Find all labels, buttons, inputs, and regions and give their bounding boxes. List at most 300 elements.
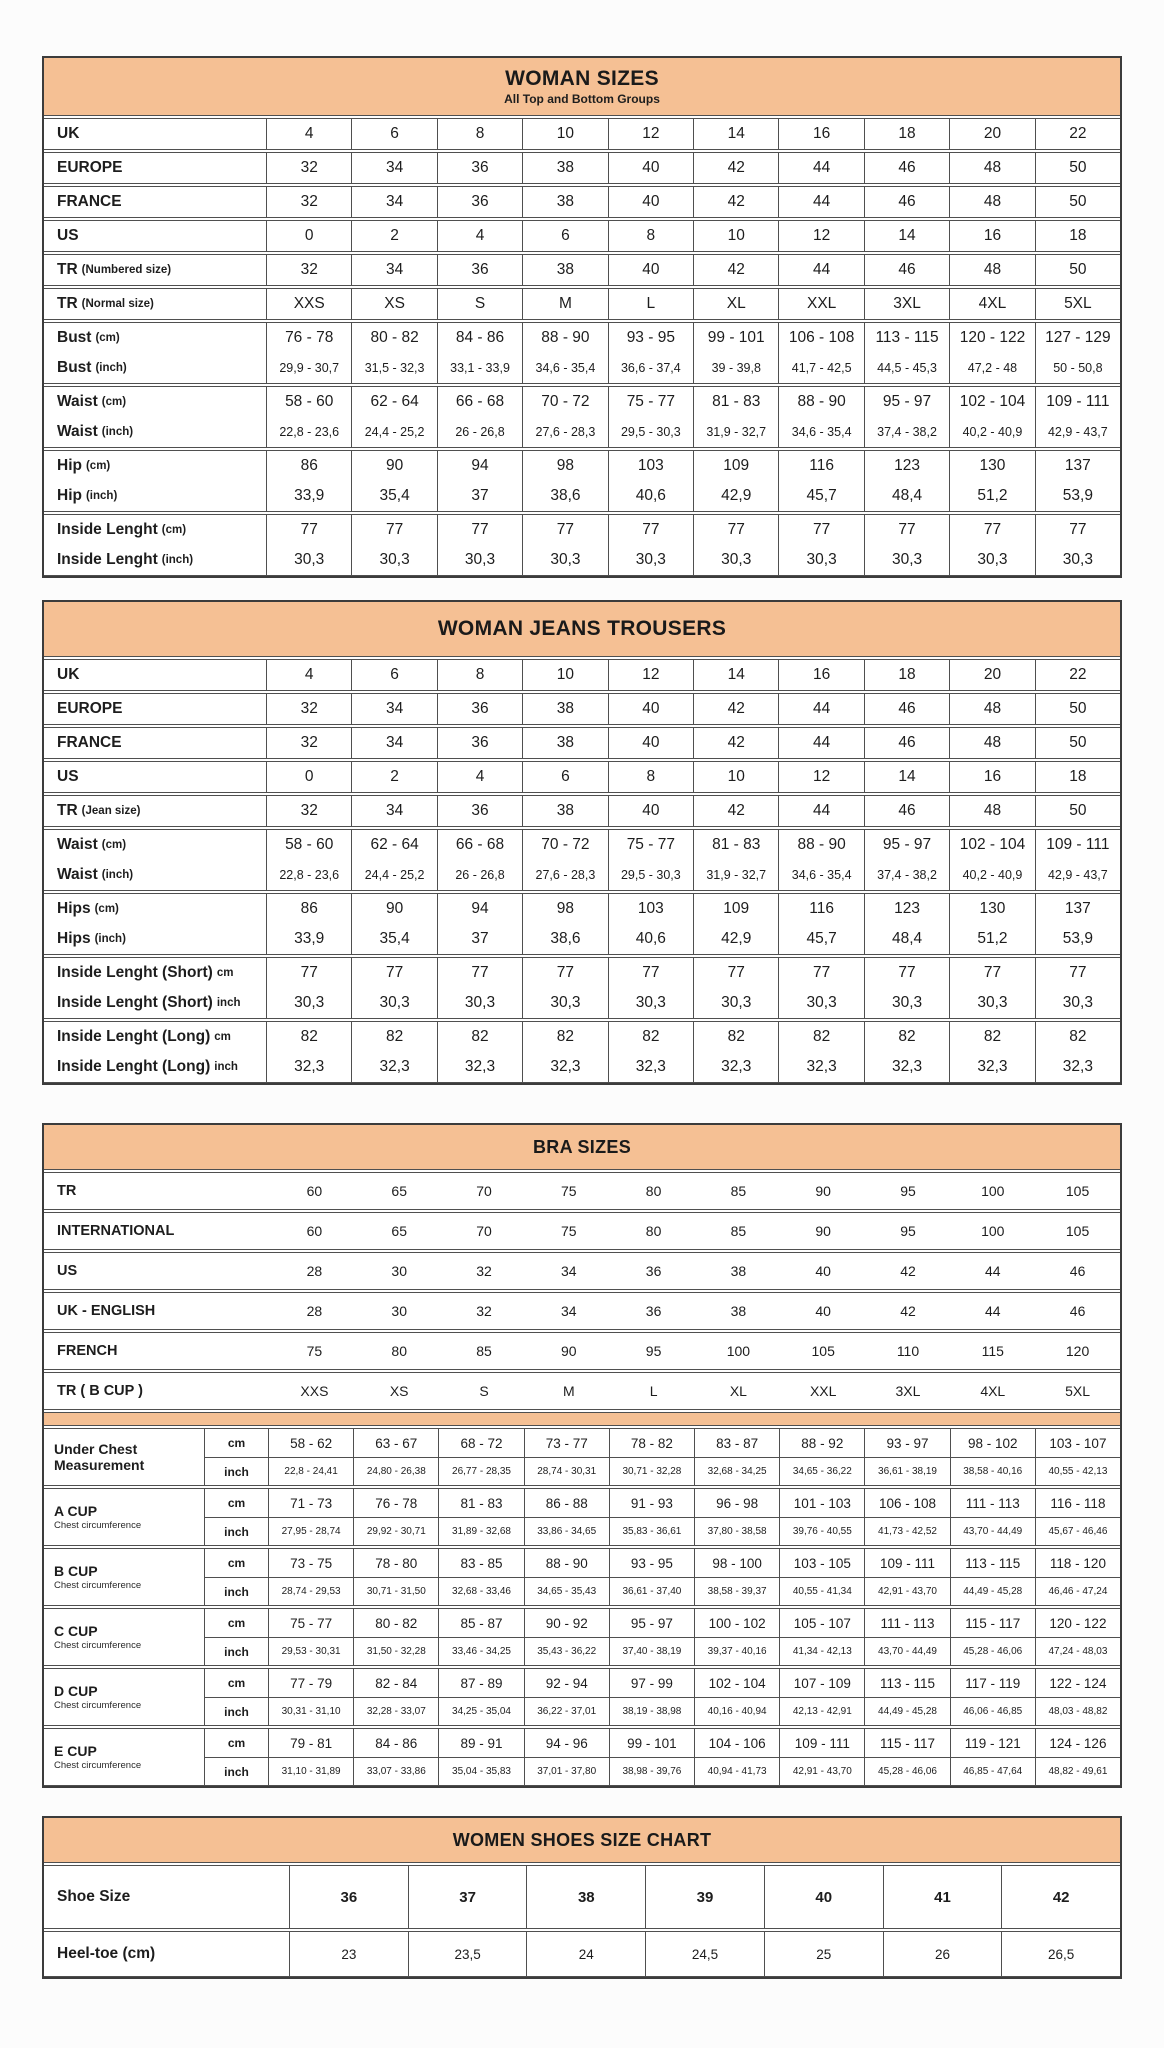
value-cell: 85 bbox=[476, 1343, 492, 1359]
value-cell: 30,3 bbox=[522, 545, 607, 575]
table-row bbox=[44, 796, 1120, 826]
table-row bbox=[44, 924, 1120, 954]
value-cell: 34,65 - 35,43 bbox=[524, 1578, 609, 1605]
value-cell: 37 bbox=[437, 481, 522, 511]
value-cell: 3XL bbox=[864, 289, 949, 319]
value-cell: 44 bbox=[778, 153, 863, 183]
bra-sizes-header bbox=[44, 1125, 1120, 1170]
value-cell: 40 bbox=[608, 694, 693, 724]
value-cell: 32,3 bbox=[1035, 1052, 1120, 1082]
value-cell: 32,3 bbox=[351, 1052, 436, 1082]
row-label-text: TR bbox=[57, 261, 78, 278]
row-label-sub: (cm) bbox=[161, 524, 187, 536]
value-cell: 10 bbox=[693, 221, 778, 251]
value-cell: 32,3 bbox=[949, 1052, 1034, 1082]
value-cell: 27,95 - 28,74 bbox=[268, 1518, 353, 1545]
value-cell: 44 bbox=[778, 796, 863, 826]
row-label bbox=[44, 894, 266, 924]
table-row bbox=[204, 1609, 1120, 1637]
value-cell: 46 bbox=[864, 153, 949, 183]
table-row bbox=[44, 1173, 1120, 1209]
value-cell: 47,24 - 48,03 bbox=[1035, 1638, 1120, 1665]
women-shoes-table bbox=[42, 1816, 1122, 1979]
value-cell: 34 bbox=[351, 728, 436, 758]
unit-label: inch bbox=[204, 1458, 268, 1485]
row-label bbox=[44, 545, 266, 575]
row-label-sub: cm bbox=[216, 967, 234, 979]
table-row bbox=[44, 119, 1120, 149]
value-cell: 4 bbox=[266, 119, 351, 149]
value-cell: 30,3 bbox=[1035, 988, 1120, 1018]
value-cell: 103 - 107 bbox=[1035, 1429, 1120, 1457]
table-row bbox=[44, 1866, 1120, 1928]
value-cell: 75 bbox=[561, 1223, 577, 1239]
table-row bbox=[44, 1333, 1120, 1369]
value-cell: 4 bbox=[266, 660, 351, 690]
value-cell: 38 bbox=[522, 153, 607, 183]
value-cell: 38 bbox=[522, 728, 607, 758]
row-label bbox=[44, 728, 266, 758]
unit-label: cm bbox=[204, 1729, 268, 1757]
measurement-label bbox=[44, 1549, 204, 1605]
row-label-text: Inside Lenght (Long) bbox=[57, 1028, 211, 1045]
value-cell: 34,6 - 35,4 bbox=[778, 417, 863, 447]
row-label-text: Inside Lenght bbox=[57, 521, 158, 538]
value-cell: 44 bbox=[778, 255, 863, 285]
value-cell: 80 bbox=[391, 1343, 407, 1359]
value-cell: 27,6 - 28,3 bbox=[522, 860, 607, 890]
value-cell: 84 - 86 bbox=[437, 323, 522, 353]
value-cell: L bbox=[649, 1383, 658, 1399]
value-cell: 23,5 bbox=[408, 1932, 527, 1976]
row-label bbox=[44, 762, 266, 792]
value-cell: 35,4 bbox=[351, 481, 436, 511]
value-cell: 99 - 101 bbox=[609, 1729, 694, 1757]
value-cell: 51,2 bbox=[949, 924, 1034, 954]
row-label bbox=[44, 387, 266, 417]
value-cell: 80 - 82 bbox=[353, 1609, 438, 1637]
value-cell: 109 - 111 bbox=[1035, 387, 1120, 417]
woman-sizes-header bbox=[44, 58, 1120, 116]
value-cell: 22,8 - 23,6 bbox=[266, 417, 351, 447]
table-row bbox=[44, 451, 1120, 481]
value-cell: 28,74 - 29,53 bbox=[268, 1578, 353, 1605]
value-cell: 40,6 bbox=[608, 924, 693, 954]
value-cell: 77 bbox=[266, 515, 351, 545]
value-cell: 34,25 - 35,04 bbox=[438, 1698, 523, 1725]
value-cell: 76 - 78 bbox=[266, 323, 351, 353]
value-cell: 33,9 bbox=[266, 924, 351, 954]
value-cell: XXL bbox=[809, 1383, 837, 1399]
value-cell: 46,06 - 46,85 bbox=[950, 1698, 1035, 1725]
value-cell: 77 bbox=[864, 958, 949, 988]
value-cell: 40,55 - 41,34 bbox=[779, 1578, 864, 1605]
measurement-label-text: A CUP bbox=[54, 1502, 98, 1519]
row-label-text: EUROPE bbox=[57, 700, 123, 717]
value-cell: 40 bbox=[608, 728, 693, 758]
unit-label: inch bbox=[204, 1518, 268, 1545]
value-cell: 92 - 94 bbox=[524, 1669, 609, 1697]
value-cell: 82 bbox=[608, 1022, 693, 1052]
value-cell: 60 bbox=[306, 1183, 323, 1199]
measurement-group bbox=[44, 1488, 1120, 1546]
measurement-rows bbox=[204, 1729, 1120, 1785]
value-cell: 30,3 bbox=[351, 545, 436, 575]
row-label bbox=[44, 1173, 272, 1209]
value-cell: 25 bbox=[764, 1932, 883, 1976]
value-cell: 42 bbox=[693, 728, 778, 758]
value-cell: 8 bbox=[608, 762, 693, 792]
table-row bbox=[44, 1293, 1120, 1329]
value-cell: 10 bbox=[693, 762, 778, 792]
value-cell: 45,7 bbox=[778, 924, 863, 954]
value-cell: 48,03 - 48,82 bbox=[1035, 1698, 1120, 1725]
value-cell: 116 bbox=[778, 894, 863, 924]
table-row bbox=[204, 1429, 1120, 1457]
value-cell: 18 bbox=[1035, 221, 1120, 251]
row-label bbox=[44, 515, 266, 545]
value-cell: 12 bbox=[778, 221, 863, 251]
value-cell: 73 - 77 bbox=[524, 1429, 609, 1457]
value-cell: 4XL bbox=[980, 1383, 1006, 1399]
value-cell: 33,1 - 33,9 bbox=[437, 353, 522, 383]
row-label-sub: (cm) bbox=[101, 396, 127, 408]
row-group bbox=[44, 514, 1120, 576]
measurement-label bbox=[44, 1729, 204, 1785]
value-cell: 34 bbox=[351, 255, 436, 285]
value-cell: 82 - 84 bbox=[353, 1669, 438, 1697]
value-cell: 109 - 111 bbox=[1035, 830, 1120, 860]
value-cell: 48 bbox=[949, 153, 1034, 183]
value-cell: 36 bbox=[437, 187, 522, 217]
value-cell: 30,3 bbox=[608, 545, 693, 575]
table-row bbox=[204, 1517, 1120, 1545]
value-cell: 38,98 - 39,76 bbox=[609, 1758, 694, 1785]
value-cell: 23 bbox=[289, 1932, 408, 1976]
value-cell: 90 bbox=[815, 1223, 831, 1239]
unit-label: cm bbox=[204, 1609, 268, 1637]
table-row bbox=[44, 255, 1120, 285]
value-cell: 65 bbox=[391, 1183, 407, 1199]
value-cell: 38,19 - 38,98 bbox=[609, 1698, 694, 1725]
value-cell: 2 bbox=[351, 762, 436, 792]
value-cell: 36 bbox=[289, 1866, 408, 1928]
table-row bbox=[204, 1757, 1120, 1785]
row-label-text: Hip bbox=[57, 487, 82, 504]
table-row bbox=[204, 1669, 1120, 1697]
value-cell: 32,68 - 34,25 bbox=[694, 1458, 779, 1485]
measurement-label-sub: Chest circumference bbox=[54, 1520, 142, 1532]
value-cell: 77 bbox=[778, 515, 863, 545]
value-cell: 38 bbox=[730, 1263, 747, 1279]
value-cell: 100 bbox=[726, 1343, 751, 1359]
value-cell: 66 - 68 bbox=[437, 830, 522, 860]
value-cell: 100 bbox=[981, 1223, 1005, 1239]
value-cell: 58 - 62 bbox=[268, 1429, 353, 1457]
value-cell: 30,3 bbox=[949, 988, 1034, 1018]
value-cell: 32,3 bbox=[864, 1052, 949, 1082]
row-label-sub: (Normal size) bbox=[81, 298, 154, 310]
measurement-label-text: B CUP bbox=[54, 1562, 98, 1579]
table-row bbox=[44, 353, 1120, 383]
value-cell: 36 bbox=[437, 728, 522, 758]
value-cell: 77 bbox=[949, 515, 1034, 545]
value-cell: 70 bbox=[476, 1183, 492, 1199]
value-cell: 48,4 bbox=[864, 481, 949, 511]
table-row bbox=[44, 694, 1120, 724]
unit-label: cm bbox=[204, 1669, 268, 1697]
value-cell: 65 bbox=[391, 1223, 407, 1239]
value-cell: 46 bbox=[864, 187, 949, 217]
value-cell: 40 bbox=[815, 1263, 831, 1279]
table-row bbox=[44, 323, 1120, 353]
value-cell: 77 bbox=[778, 958, 863, 988]
table-row bbox=[204, 1577, 1120, 1605]
value-cell: 81 - 83 bbox=[438, 1489, 523, 1517]
value-cell: 113 - 115 bbox=[864, 323, 949, 353]
value-cell: 44,5 - 45,3 bbox=[864, 353, 949, 383]
table-row bbox=[204, 1637, 1120, 1665]
table-row bbox=[44, 894, 1120, 924]
value-cell: 34 bbox=[351, 796, 436, 826]
value-cell: 32 bbox=[266, 694, 351, 724]
value-cell: 36 bbox=[437, 153, 522, 183]
row-group bbox=[44, 1292, 1120, 1330]
value-cell: 38 bbox=[522, 187, 607, 217]
value-cell: 39,76 - 40,55 bbox=[779, 1518, 864, 1545]
row-group bbox=[44, 727, 1120, 759]
value-cell: 91 - 93 bbox=[609, 1489, 694, 1517]
women-shoes-title: WOMEN SHOES SIZE CHART bbox=[452, 1829, 712, 1850]
row-label bbox=[44, 796, 266, 826]
table-row bbox=[44, 289, 1120, 319]
row-group bbox=[44, 957, 1120, 1019]
value-cell: 31,10 - 31,89 bbox=[268, 1758, 353, 1785]
unit-label: inch bbox=[204, 1758, 268, 1785]
value-cell: 31,89 - 32,68 bbox=[438, 1518, 523, 1545]
row-label-text: US bbox=[57, 227, 79, 244]
value-cell: 29,5 - 30,3 bbox=[608, 860, 693, 890]
value-cell: 50 bbox=[1035, 694, 1120, 724]
value-cell: 71 - 73 bbox=[268, 1489, 353, 1517]
row-label-text: Inside Lenght (Long) bbox=[57, 1058, 211, 1075]
value-cell: 41,7 - 42,5 bbox=[778, 353, 863, 383]
value-cell: 20 bbox=[949, 119, 1034, 149]
value-cell: 40,94 - 41,73 bbox=[694, 1758, 779, 1785]
table-row bbox=[44, 728, 1120, 758]
value-cell: 88 - 90 bbox=[522, 323, 607, 353]
value-cell: 89 - 91 bbox=[438, 1729, 523, 1757]
value-cell: 46,85 - 47,64 bbox=[950, 1758, 1035, 1785]
value-cell: 28,74 - 30,31 bbox=[524, 1458, 609, 1485]
value-cell: 46 bbox=[864, 255, 949, 285]
value-cell: 95 - 97 bbox=[864, 830, 949, 860]
value-cell: 102 - 104 bbox=[949, 387, 1034, 417]
row-group bbox=[44, 829, 1120, 891]
value-cell: 48,4 bbox=[864, 924, 949, 954]
row-label bbox=[44, 924, 266, 954]
value-cell: 37,4 - 38,2 bbox=[864, 860, 949, 890]
row-label-sub: inch bbox=[216, 997, 241, 1009]
value-cell: 77 bbox=[693, 515, 778, 545]
value-cell: 31,50 - 32,28 bbox=[353, 1638, 438, 1665]
row-group bbox=[44, 186, 1120, 218]
value-cell: 34,6 - 35,4 bbox=[522, 353, 607, 383]
value-cell: 105 bbox=[811, 1343, 835, 1359]
value-cell: 29,5 - 30,3 bbox=[608, 417, 693, 447]
value-cell: 98 bbox=[522, 894, 607, 924]
row-group bbox=[44, 1172, 1120, 1210]
value-cell: 46 bbox=[864, 694, 949, 724]
value-cell: XXL bbox=[778, 289, 863, 319]
value-cell: 82 bbox=[351, 1022, 436, 1052]
value-cell: 58 - 60 bbox=[266, 387, 351, 417]
row-label bbox=[44, 153, 266, 183]
row-label-sub: inch bbox=[214, 1061, 238, 1073]
measurement-group bbox=[44, 1428, 1120, 1486]
row-label bbox=[44, 481, 266, 511]
value-cell: 16 bbox=[949, 221, 1034, 251]
value-cell: 93 - 97 bbox=[864, 1429, 949, 1457]
row-label bbox=[44, 1253, 272, 1289]
value-cell: 53,9 bbox=[1035, 924, 1120, 954]
value-cell: 38,58 - 40,16 bbox=[950, 1458, 1035, 1485]
value-cell: 70 - 72 bbox=[522, 387, 607, 417]
table-row bbox=[44, 417, 1120, 447]
value-cell: 42,9 bbox=[693, 481, 778, 511]
table-row bbox=[204, 1489, 1120, 1517]
value-cell: 36,61 - 37,40 bbox=[609, 1578, 694, 1605]
row-group bbox=[44, 450, 1120, 512]
row-label-text: FRANCE bbox=[57, 193, 122, 210]
value-cell: L bbox=[608, 289, 693, 319]
value-cell: 62 - 64 bbox=[351, 387, 436, 417]
value-cell: 90 - 92 bbox=[524, 1609, 609, 1637]
measurement-rows bbox=[204, 1489, 1120, 1545]
row-group bbox=[44, 693, 1120, 725]
row-label-text: UK bbox=[57, 666, 80, 683]
value-cell: 30,3 bbox=[693, 988, 778, 1018]
value-cell: 28 bbox=[306, 1263, 323, 1279]
row-label-sub: (cm) bbox=[101, 839, 127, 851]
row-group bbox=[44, 1332, 1120, 1370]
value-cell: 10 bbox=[522, 119, 607, 149]
value-cell: 6 bbox=[522, 762, 607, 792]
value-cell: 26 - 26,8 bbox=[437, 860, 522, 890]
value-cell: 32 bbox=[266, 796, 351, 826]
value-cell: 77 bbox=[608, 958, 693, 988]
row-label-text: Shoe Size bbox=[57, 1888, 131, 1905]
value-cell: 90 bbox=[815, 1183, 831, 1199]
value-cell: 82 bbox=[522, 1022, 607, 1052]
value-cell: 38,6 bbox=[522, 924, 607, 954]
value-cell: 46 bbox=[1069, 1303, 1086, 1319]
value-cell: 95 bbox=[900, 1223, 916, 1239]
row-group bbox=[44, 1931, 1120, 1977]
value-cell: 40 bbox=[608, 796, 693, 826]
value-cell: 109 - 111 bbox=[864, 1549, 949, 1577]
value-cell: 77 bbox=[266, 958, 351, 988]
value-cell: 77 bbox=[864, 515, 949, 545]
row-label-text: TR bbox=[57, 1183, 77, 1199]
value-cell: 30,3 bbox=[266, 988, 351, 1018]
table-row bbox=[44, 153, 1120, 183]
value-cell: 30,3 bbox=[693, 545, 778, 575]
woman-jeans-header bbox=[44, 602, 1120, 657]
value-cell: 30,3 bbox=[437, 545, 522, 575]
measurement-label-text: E CUP bbox=[54, 1742, 97, 1759]
value-cell: 24,4 - 25,2 bbox=[351, 417, 436, 447]
value-cell: 90 bbox=[561, 1343, 577, 1359]
value-cell: 16 bbox=[778, 660, 863, 690]
bra-sizes-table bbox=[42, 1123, 1122, 1788]
value-cell: 95 bbox=[900, 1183, 916, 1199]
row-label-text: TR ( B CUP ) bbox=[57, 1383, 143, 1399]
value-cell: 70 bbox=[476, 1223, 492, 1239]
value-cell: 38,58 - 39,37 bbox=[694, 1578, 779, 1605]
value-cell: 34,65 - 36,22 bbox=[779, 1458, 864, 1485]
value-cell: 93 - 95 bbox=[608, 323, 693, 353]
row-label-text: Hip bbox=[57, 457, 82, 474]
row-group bbox=[44, 386, 1120, 448]
value-cell: 124 - 126 bbox=[1035, 1729, 1120, 1757]
value-cell: 30 bbox=[391, 1263, 407, 1279]
value-cell: 82 bbox=[266, 1022, 351, 1052]
table-row bbox=[44, 762, 1120, 792]
value-cell: 0 bbox=[266, 762, 351, 792]
value-cell: 26 - 26,8 bbox=[437, 417, 522, 447]
value-cell: 41,34 - 42,13 bbox=[779, 1638, 864, 1665]
table-row bbox=[204, 1697, 1120, 1725]
value-cell: 48 bbox=[949, 728, 1034, 758]
value-cell: 82 bbox=[949, 1022, 1034, 1052]
value-cell: 32 bbox=[266, 153, 351, 183]
value-cell: 105 - 107 bbox=[779, 1609, 864, 1637]
value-cell: 4 bbox=[437, 762, 522, 792]
value-cell: 46 bbox=[864, 728, 949, 758]
value-cell: 73 - 75 bbox=[268, 1549, 353, 1577]
value-cell: 18 bbox=[1035, 762, 1120, 792]
value-cell: 68 - 72 bbox=[438, 1429, 523, 1457]
measurement-label-text: D CUP bbox=[54, 1682, 98, 1699]
table-row bbox=[44, 1932, 1120, 1976]
value-cell: 40 bbox=[608, 255, 693, 285]
women-shoes-header bbox=[44, 1818, 1120, 1863]
row-label-sub: (inch) bbox=[101, 869, 134, 881]
measurement-label bbox=[44, 1609, 204, 1665]
row-label-text: Waist bbox=[57, 836, 98, 853]
row-label bbox=[44, 451, 266, 481]
table-row bbox=[44, 221, 1120, 251]
value-cell: 42,9 - 43,7 bbox=[1035, 860, 1120, 890]
value-cell: 123 bbox=[864, 451, 949, 481]
value-cell: 44 bbox=[778, 728, 863, 758]
value-cell: 5XL bbox=[1065, 1383, 1091, 1399]
measurement-rows bbox=[204, 1669, 1120, 1725]
value-cell: M bbox=[522, 289, 607, 319]
value-cell: 0 bbox=[266, 221, 351, 251]
value-cell: 24,5 bbox=[645, 1932, 764, 1976]
value-cell: 50 bbox=[1035, 255, 1120, 285]
value-cell: 31,9 - 32,7 bbox=[693, 860, 778, 890]
value-cell: 48 bbox=[949, 255, 1034, 285]
row-group bbox=[44, 1252, 1120, 1290]
value-cell: 8 bbox=[437, 660, 522, 690]
row-label-text: US bbox=[57, 768, 79, 785]
value-cell: 31,9 - 32,7 bbox=[693, 417, 778, 447]
value-cell: 8 bbox=[608, 221, 693, 251]
value-cell: 83 - 85 bbox=[438, 1549, 523, 1577]
